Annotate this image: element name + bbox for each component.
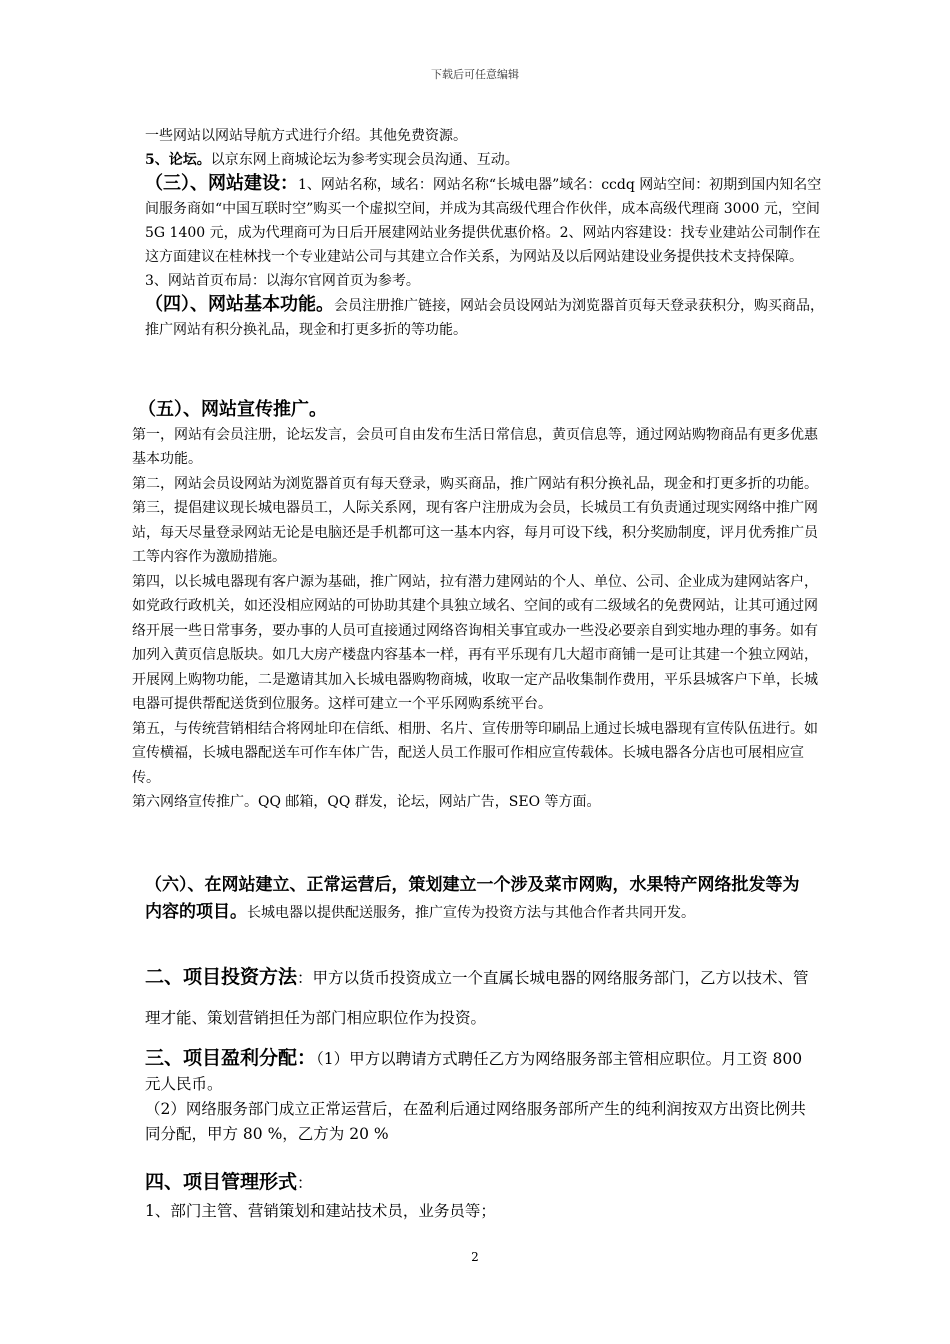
paragraph	[145, 293, 825, 342]
paragraph: 第六网络宣传推广。QQ 邮箱，QQ 群发，论坛，网站广告，SEO 等方面。	[132, 794, 601, 810]
paragraph-text: 以京东网上商城论坛为参考实现会员沟通、互动。	[210, 152, 519, 168]
paragraph-text: （1）甲方以聘请方式聘任乙方为网络服务部主管相应职位。月工资 800 元人民币。	[145, 1050, 803, 1093]
page-header: 下载后可任意编辑	[431, 68, 519, 81]
paragraph	[145, 1168, 815, 1197]
paragraph: 第五，与传统营销相结合将网址印在信纸、相册、名片、宣传册等印刷品上通过长城电器现有宣传队伍进行。如宣传横福，长城电器配送车可作车体广告，配送人员工作服可作相应宣传载体。长城电器各分店也可展相应宣传。	[132, 720, 818, 786]
section-investment	[145, 957, 815, 1038]
paragraph: 第三，提倡建议现长城电器员工，人际关系网，现有客户注册成为会员，长城员工有负责通过现实网络中推广网站，每天尽量登录网站无论是电脑还是手机都可这一基本内容，每月可设下线，积分奖励制度，评月优秀推广员工等内容作为激励措施。	[132, 500, 818, 565]
paragraph: （2）网络服务部门成立正常运营后，在盈利后通过网络服务部所产生的纯利润按双方出资比例共同分配，甲方 80 %，乙方为 20 %	[145, 1100, 806, 1143]
heading-investment: 二、项目投资方法	[145, 966, 298, 988]
section-block-1	[145, 124, 825, 342]
paragraph: 第二，网站会员设网站为浏览器首页有每天登录，购买商品，推广网站有积分换礼品，现金和打更多折的功能。	[132, 475, 818, 492]
paragraph	[145, 172, 825, 293]
heading-forum: 5、论坛。	[145, 152, 211, 168]
paragraph-text: 1、网站名称，域名：网站名称“长城电器”域名：ccdq 网站空间：初期到国内知名空间服务商如“中国互联时空”购买一个虚拟空间，并成为其高级代理合作伙伴，成本高级代理商 3000 元，空间 5G 1400 元，成为代理商可为日后开展建网站业务提供优惠价格。2、网站内容建设：找专业建站公司制作在这方面建议在桂林找一个专业建站公司与其建立合作关系，为网站及以后网站建设业务提供技术支持保障。3、网站首页布局：以海尔官网首页为参考。	[145, 177, 822, 289]
paragraph: 1、部门主管、营销策划和建站技术员，业务员等；	[145, 1202, 496, 1220]
section-block-2	[132, 398, 822, 815]
section-block-3	[145, 872, 810, 926]
paragraph-text: ：甲方以货币投资成立一个直属长城电器的网络服务部门，乙方以技术、管理才能、策划营销担任为部门相应职位作为投资。	[145, 969, 809, 1027]
paragraph: 一些网站以网站导航方式进行介绍。其他免费资源。	[145, 128, 467, 144]
paragraph	[145, 1047, 803, 1093]
paragraph-text: 会员注册推广链接，网站会员设网站为浏览器首页每天登录获积分，购买商品，推广网站有积分换礼品，现金和打更多折的等功能。	[145, 298, 824, 338]
heading-website-functions: （四）、网站基本功能。	[145, 294, 334, 315]
heading-project-six: （六）、在网站建立、正常运营后，策划建立一个涉及菜市网购，水果特产网络批发等为内容的项目。	[145, 875, 800, 922]
heading-management: 四、项目管理形式	[145, 1171, 298, 1193]
section-profit	[145, 1046, 815, 1147]
heading-colon: ：	[297, 1174, 313, 1192]
page-number: 2	[471, 1250, 479, 1264]
paragraph	[145, 148, 825, 172]
heading-promotion: （五）、网站宣传推广。	[138, 399, 327, 420]
heading-profit: 三、项目盈利分配：	[145, 1047, 317, 1069]
heading-website-build: （三）、网站建设：	[145, 173, 298, 194]
paragraph-text: 长城电器以提供配送服务，推广宣传为投资方法与其他合作者共同开发。	[247, 905, 695, 921]
paragraph: 第四，以长城电器现有客户源为基础，推广网站，拉有潜力建网站的个人、单位、公司、企业成为建网站客户，如党政行政机关，如还没相应网站的可协助其建个具独立域名、空间的或有二级域名的免费网站，让其可通过网络开展一些日常事务，要办事的人员可直接通过网络咨询相关事宜或办一些没必要亲自到实地办理的事务。如有加列入黄页信息版块。如几大房产楼盘内容基本一样，再有平乐现有几大超市商铺一是可让其建一个独立网站，开展网上购物功能，二是邀请其加入长城电器购物商城，收取一定产品收集制作费用，平乐县城客户下单，长城电器可提供帮配送货到位服务。这样可建立一个平乐网购系统平台。	[132, 573, 818, 712]
section-management	[145, 1168, 815, 1225]
paragraph: 第一，网站有会员注册，论坛发言，会员可自由发布生活日常信息，黄页信息等，通过网站购物商品有更多优惠基本功能。	[132, 426, 818, 467]
